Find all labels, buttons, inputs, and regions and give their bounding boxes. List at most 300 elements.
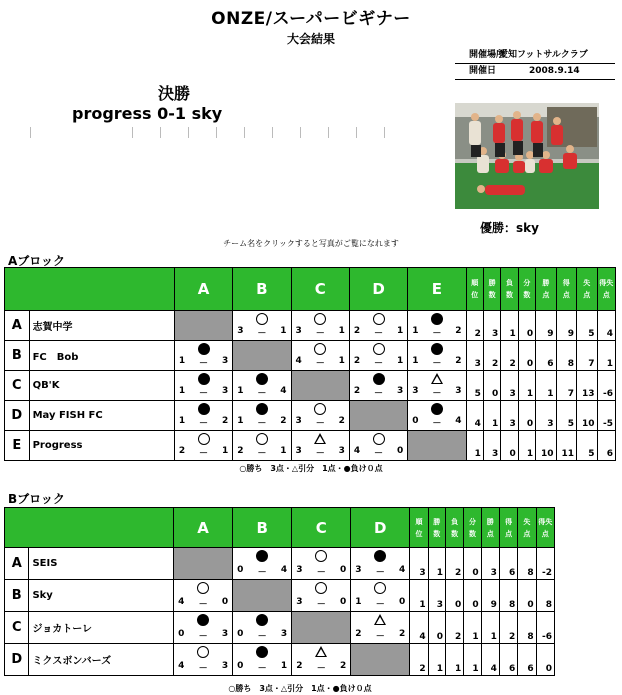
match-score bbox=[174, 661, 232, 674]
score-dash: － bbox=[316, 600, 326, 610]
match-result-cell bbox=[233, 311, 291, 341]
row-letter: A bbox=[5, 311, 30, 341]
match-result-cell bbox=[408, 401, 466, 431]
match-result-cell bbox=[351, 548, 410, 580]
self-match-cell bbox=[292, 612, 351, 644]
score-against: 1 bbox=[280, 326, 287, 336]
row-letter: C bbox=[5, 371, 30, 401]
match-score bbox=[174, 597, 232, 610]
row-letter: A bbox=[5, 548, 29, 580]
score-against: 0 bbox=[339, 565, 347, 575]
stat-header-text: 点 bbox=[583, 291, 591, 299]
stat-value: 0 bbox=[518, 341, 535, 371]
score-for: 2 bbox=[178, 446, 186, 456]
stat-header bbox=[464, 508, 481, 548]
match-score bbox=[175, 416, 232, 429]
score-for: 3 bbox=[355, 565, 362, 575]
team-name-link[interactable]: May FISH FC bbox=[29, 401, 174, 431]
match-score bbox=[233, 446, 290, 459]
score-dash: － bbox=[199, 359, 209, 369]
team-name-link[interactable]: Sky bbox=[29, 580, 174, 612]
score-for: 1 bbox=[178, 356, 186, 366]
score-against: 3 bbox=[221, 386, 229, 396]
stat-value: 2 bbox=[445, 612, 463, 644]
score-for: 1 bbox=[178, 416, 186, 426]
stat-header bbox=[556, 268, 576, 311]
score-dash: － bbox=[199, 389, 209, 399]
score-dash: － bbox=[374, 449, 384, 459]
table-row bbox=[5, 580, 555, 612]
stat-header-text: 数 bbox=[433, 529, 441, 538]
match-result-cell bbox=[291, 311, 349, 341]
draw-mark-icon bbox=[374, 614, 386, 625]
row-letter: D bbox=[5, 401, 30, 431]
win-mark-icon bbox=[198, 433, 210, 445]
team-name-link[interactable]: ミクスボンバーズ bbox=[29, 644, 174, 676]
score-against: 1 bbox=[396, 356, 404, 366]
score-for: 3 bbox=[295, 446, 302, 456]
row-letter: E bbox=[5, 431, 30, 461]
stat-header-text: 分 bbox=[523, 279, 531, 287]
loss-mark-icon bbox=[256, 550, 268, 562]
stat-value: 0 bbox=[518, 311, 535, 341]
column-header-a: A bbox=[174, 508, 233, 548]
loss-mark-icon bbox=[198, 403, 210, 415]
match-result-cell bbox=[349, 341, 407, 371]
date-value: 2008.9.14 bbox=[529, 66, 580, 76]
stat-header-text: 点 bbox=[523, 529, 531, 538]
column-header-e: E bbox=[408, 268, 466, 311]
match-score bbox=[233, 565, 291, 578]
score-against: 1 bbox=[396, 326, 404, 336]
page-subtitle: 大会結果 bbox=[286, 32, 335, 46]
score-against: 3 bbox=[455, 386, 462, 396]
score-for: 1 bbox=[237, 386, 244, 396]
match-score bbox=[350, 356, 407, 369]
stat-header-text: 負 bbox=[451, 517, 459, 526]
win-mark-icon bbox=[314, 313, 326, 325]
final-score: progress 0-1 sky bbox=[72, 104, 223, 123]
self-match-cell bbox=[233, 341, 291, 371]
stat-value: 8 bbox=[518, 612, 536, 644]
match-result-cell bbox=[174, 341, 232, 371]
match-result-cell bbox=[174, 431, 232, 461]
stat-value: 8 bbox=[518, 548, 536, 580]
draw-mark-icon bbox=[431, 373, 443, 384]
win-mark-icon bbox=[314, 403, 326, 415]
stat-value: 8 bbox=[556, 341, 576, 371]
score-dash: － bbox=[315, 449, 325, 459]
stat-header bbox=[501, 268, 518, 311]
stat-header-text: 位 bbox=[415, 529, 423, 538]
match-result-cell bbox=[233, 371, 291, 401]
score-against: 3 bbox=[221, 661, 229, 671]
match-result-cell bbox=[292, 580, 351, 612]
stat-value: 9 bbox=[481, 580, 499, 612]
venue-value: 愛知フットサルクラブ bbox=[499, 50, 588, 60]
column-header-d: D bbox=[349, 268, 407, 311]
score-against: 2 bbox=[339, 661, 347, 671]
stat-value: 13 bbox=[577, 371, 597, 401]
team-name-link[interactable]: FC Bob bbox=[29, 341, 174, 371]
match-score bbox=[233, 629, 291, 642]
score-for: 2 bbox=[355, 629, 362, 639]
match-score bbox=[175, 446, 232, 459]
score-for: 4 bbox=[178, 661, 185, 671]
score-for: 2 bbox=[353, 386, 361, 396]
row-letter: B bbox=[5, 341, 30, 371]
winner-label: 優勝：sky bbox=[480, 221, 539, 235]
score-dash: － bbox=[257, 389, 267, 399]
stat-header-text: 数 bbox=[523, 291, 531, 299]
stat-value: 0 bbox=[518, 580, 536, 612]
team-name-link[interactable]: Progress bbox=[29, 431, 174, 461]
stat-value: 4 bbox=[481, 644, 499, 676]
divider-tick bbox=[244, 127, 245, 138]
column-header-c: C bbox=[292, 508, 351, 548]
draw-mark-icon bbox=[315, 646, 327, 657]
stat-header-text: 失 bbox=[523, 517, 531, 526]
score-against: 3 bbox=[280, 629, 288, 639]
score-dash: － bbox=[257, 632, 267, 642]
score-dash: － bbox=[199, 419, 209, 429]
stat-value: 1 bbox=[466, 431, 483, 461]
date-label: 開催日 bbox=[469, 66, 497, 76]
stat-header-text: 点 bbox=[486, 529, 494, 538]
stat-value: 3 bbox=[536, 401, 556, 431]
stat-value: 8 bbox=[499, 580, 517, 612]
match-result-cell bbox=[291, 401, 349, 431]
loss-mark-icon bbox=[431, 343, 443, 355]
score-for: 3 bbox=[237, 326, 244, 336]
stat-value: -2 bbox=[536, 548, 554, 580]
stat-value: 0 bbox=[445, 580, 463, 612]
self-match-cell bbox=[291, 371, 349, 401]
loss-mark-icon bbox=[197, 614, 209, 626]
match-result-cell bbox=[174, 401, 232, 431]
tick-divider bbox=[30, 127, 390, 139]
win-mark-icon bbox=[256, 313, 268, 325]
win-mark-icon bbox=[256, 433, 268, 445]
stat-value: 3 bbox=[410, 548, 428, 580]
match-score bbox=[351, 629, 409, 642]
match-score bbox=[408, 326, 465, 339]
match-result-cell bbox=[408, 371, 466, 401]
score-for: 2 bbox=[353, 326, 361, 336]
stat-header bbox=[445, 508, 463, 548]
score-against: 2 bbox=[221, 416, 229, 426]
score-dash: － bbox=[432, 419, 442, 429]
score-for: 1 bbox=[355, 597, 362, 607]
stat-header-text: 順 bbox=[415, 517, 423, 526]
stat-value: 9 bbox=[536, 311, 556, 341]
match-result-cell bbox=[408, 341, 466, 371]
score-against: 1 bbox=[338, 326, 345, 336]
loss-mark-icon bbox=[256, 646, 268, 658]
stat-value: 5 bbox=[577, 311, 597, 341]
win-mark-icon bbox=[374, 582, 386, 594]
score-for: 1 bbox=[412, 326, 419, 336]
stat-header bbox=[466, 268, 483, 311]
stat-header bbox=[518, 508, 536, 548]
column-header-b: B bbox=[233, 268, 291, 311]
match-result-cell bbox=[351, 612, 410, 644]
score-against: 2 bbox=[455, 326, 462, 336]
win-mark-icon bbox=[197, 582, 209, 594]
stat-header bbox=[536, 268, 556, 311]
match-result-cell bbox=[233, 401, 291, 431]
score-against: 3 bbox=[396, 386, 404, 396]
score-against: 0 bbox=[396, 446, 404, 456]
score-dash: － bbox=[198, 664, 208, 674]
team-name-link[interactable]: ジョカトーレ bbox=[29, 612, 174, 644]
stat-value: 3 bbox=[481, 548, 499, 580]
score-for: 4 bbox=[295, 356, 302, 366]
score-dash: － bbox=[315, 329, 325, 339]
stat-value: 6 bbox=[499, 548, 517, 580]
score-against: 0 bbox=[399, 597, 406, 607]
match-score bbox=[175, 386, 232, 399]
score-against: 4 bbox=[280, 386, 287, 396]
stat-value: 1 bbox=[483, 401, 500, 431]
self-match-cell bbox=[408, 431, 466, 461]
stat-value: -6 bbox=[536, 612, 554, 644]
score-against: 2 bbox=[399, 629, 406, 639]
score-dash: － bbox=[375, 568, 385, 578]
match-score bbox=[233, 416, 290, 429]
win-mark-icon bbox=[373, 433, 385, 445]
match-score bbox=[292, 356, 349, 369]
photo-hint: チーム名をクリックすると写真がご覧になれます bbox=[223, 239, 399, 248]
divider-tick bbox=[216, 127, 217, 138]
venue-label: 開催場所 bbox=[469, 50, 506, 60]
stat-header-text: 勝 bbox=[488, 279, 496, 287]
stat-value: 10 bbox=[577, 401, 597, 431]
match-score bbox=[350, 326, 407, 339]
stat-value: 4 bbox=[466, 401, 483, 431]
stat-value: 3 bbox=[466, 341, 483, 371]
score-dash: － bbox=[198, 632, 208, 642]
stat-header-text: 点 bbox=[602, 291, 610, 299]
table-row bbox=[5, 371, 616, 401]
stat-header bbox=[499, 508, 517, 548]
stat-header-text: 得 bbox=[562, 279, 570, 287]
self-match-cell bbox=[174, 311, 232, 341]
stat-header-text: 点 bbox=[542, 291, 550, 299]
match-result-cell bbox=[291, 431, 349, 461]
stat-value: 1 bbox=[445, 644, 463, 676]
divider-tick bbox=[356, 127, 357, 138]
stat-value: 7 bbox=[577, 341, 597, 371]
stat-value: 2 bbox=[466, 311, 483, 341]
team-name-link[interactable]: 志賀中学 bbox=[29, 311, 174, 341]
match-result-cell bbox=[349, 311, 407, 341]
divider-tick bbox=[160, 127, 161, 138]
score-for: 4 bbox=[178, 597, 185, 607]
stat-value: 1 bbox=[464, 644, 481, 676]
score-for: 3 bbox=[296, 565, 303, 575]
match-result-cell bbox=[233, 431, 291, 461]
match-score bbox=[233, 386, 290, 399]
stat-header bbox=[536, 508, 554, 548]
score-dash: － bbox=[257, 329, 267, 339]
match-score bbox=[233, 326, 290, 339]
match-result-cell bbox=[291, 341, 349, 371]
stat-header-text: 負 bbox=[506, 279, 513, 287]
divider-tick bbox=[300, 127, 301, 138]
match-result-cell bbox=[174, 580, 233, 612]
score-for: 1 bbox=[237, 416, 244, 426]
stat-value: 6 bbox=[518, 644, 536, 676]
score-against: 2 bbox=[455, 356, 462, 366]
final-label: 決勝 bbox=[158, 84, 191, 103]
score-for: 0 bbox=[237, 629, 244, 639]
score-dash: － bbox=[432, 389, 442, 399]
stat-value: 3 bbox=[483, 311, 500, 341]
loss-mark-icon bbox=[373, 373, 385, 385]
score-for: 1 bbox=[412, 356, 419, 366]
stat-value: 3 bbox=[483, 431, 500, 461]
match-score bbox=[292, 597, 350, 610]
block-b-title: Bブロック bbox=[8, 492, 65, 506]
stat-value: 2 bbox=[501, 341, 518, 371]
stat-value: -6 bbox=[597, 371, 616, 401]
divider-tick bbox=[188, 127, 189, 138]
match-score bbox=[233, 661, 291, 674]
self-match-cell bbox=[233, 580, 292, 612]
score-dash: － bbox=[257, 664, 267, 674]
winner-team-photo[interactable] bbox=[455, 103, 599, 209]
header-corner bbox=[5, 268, 175, 311]
score-for: 1 bbox=[178, 386, 186, 396]
score-dash: － bbox=[315, 359, 325, 369]
loss-mark-icon bbox=[256, 614, 268, 626]
stat-value: 4 bbox=[410, 612, 428, 644]
score-against: 4 bbox=[280, 565, 288, 575]
header-corner bbox=[5, 508, 174, 548]
score-against: 3 bbox=[221, 629, 229, 639]
loss-mark-icon bbox=[256, 373, 268, 385]
score-against: 1 bbox=[338, 356, 345, 366]
stat-header-text: 失 bbox=[583, 279, 591, 287]
table-row bbox=[5, 431, 616, 461]
score-dash: － bbox=[257, 449, 267, 459]
match-score bbox=[350, 446, 407, 459]
divider-tick bbox=[272, 127, 273, 138]
win-mark-icon bbox=[315, 550, 327, 562]
table-header-row bbox=[5, 268, 616, 311]
score-dash: － bbox=[374, 359, 384, 369]
stat-header-text: 点 bbox=[541, 529, 549, 538]
stat-value: 1 bbox=[410, 580, 428, 612]
team-name-link[interactable]: QB'K bbox=[29, 371, 174, 401]
score-for: 3 bbox=[296, 597, 303, 607]
match-score bbox=[408, 356, 465, 369]
team-photo-image bbox=[455, 103, 599, 209]
divider-tick bbox=[384, 127, 385, 138]
score-dash: － bbox=[374, 329, 384, 339]
score-dash: － bbox=[432, 329, 442, 339]
match-result-cell bbox=[174, 644, 233, 676]
stat-value: 5 bbox=[556, 401, 576, 431]
stat-header-text: 点 bbox=[562, 291, 570, 299]
score-against: 2 bbox=[338, 416, 345, 426]
table-row bbox=[5, 311, 616, 341]
stat-header bbox=[481, 508, 499, 548]
stat-value: 3 bbox=[428, 580, 445, 612]
match-score bbox=[351, 565, 409, 578]
score-for: 0 bbox=[237, 661, 244, 671]
score-against: 1 bbox=[221, 446, 229, 456]
match-result-cell bbox=[351, 580, 410, 612]
date-info bbox=[455, 63, 615, 80]
score-for: 2 bbox=[353, 356, 361, 366]
stat-value: 7 bbox=[556, 371, 576, 401]
score-for: 0 bbox=[412, 416, 419, 426]
stat-value: 0 bbox=[464, 580, 481, 612]
stat-value: 1 bbox=[518, 371, 535, 401]
table-row bbox=[5, 548, 555, 580]
divider-tick bbox=[30, 127, 31, 138]
self-match-cell bbox=[174, 548, 233, 580]
score-dash: － bbox=[316, 664, 326, 674]
team-name-link[interactable]: SEIS bbox=[29, 548, 174, 580]
stat-value: 0 bbox=[464, 548, 481, 580]
loss-mark-icon bbox=[198, 373, 210, 385]
column-header-c: C bbox=[291, 268, 349, 311]
divider-tick bbox=[132, 127, 133, 138]
draw-mark-icon bbox=[314, 433, 326, 444]
match-result-cell bbox=[174, 612, 233, 644]
stat-value: 0 bbox=[501, 431, 518, 461]
self-match-cell bbox=[351, 644, 410, 676]
stat-header bbox=[597, 268, 616, 311]
match-result-cell bbox=[349, 371, 407, 401]
stat-value: 5 bbox=[466, 371, 483, 401]
stat-value: 5 bbox=[577, 431, 597, 461]
match-score bbox=[175, 356, 232, 369]
match-score bbox=[292, 565, 350, 578]
score-dash: － bbox=[199, 449, 209, 459]
stat-value: 3 bbox=[501, 401, 518, 431]
loss-mark-icon bbox=[431, 403, 443, 415]
score-against: 1 bbox=[280, 661, 288, 671]
score-dash: － bbox=[315, 419, 325, 429]
divider-tick bbox=[328, 127, 329, 138]
table-row bbox=[5, 612, 555, 644]
match-result-cell bbox=[174, 371, 232, 401]
stat-value: 6 bbox=[597, 431, 616, 461]
score-dash: － bbox=[316, 568, 326, 578]
block-a-title: Aブロック bbox=[8, 254, 66, 268]
match-score bbox=[292, 326, 349, 339]
win-mark-icon bbox=[315, 582, 327, 594]
table-row bbox=[5, 341, 616, 371]
stat-header-text: 数 bbox=[488, 291, 496, 299]
row-letter: D bbox=[5, 644, 29, 676]
match-result-cell bbox=[408, 311, 466, 341]
stat-header-text: 勝 bbox=[486, 517, 494, 526]
stat-header-text: 得失 bbox=[538, 517, 553, 526]
row-letter: C bbox=[5, 612, 29, 644]
stat-value: 8 bbox=[536, 580, 554, 612]
score-for: 3 bbox=[295, 326, 302, 336]
match-score bbox=[292, 416, 349, 429]
row-letter: B bbox=[5, 580, 29, 612]
stat-value: 2 bbox=[483, 341, 500, 371]
score-dash: － bbox=[432, 359, 442, 369]
stat-value: 4 bbox=[597, 311, 616, 341]
